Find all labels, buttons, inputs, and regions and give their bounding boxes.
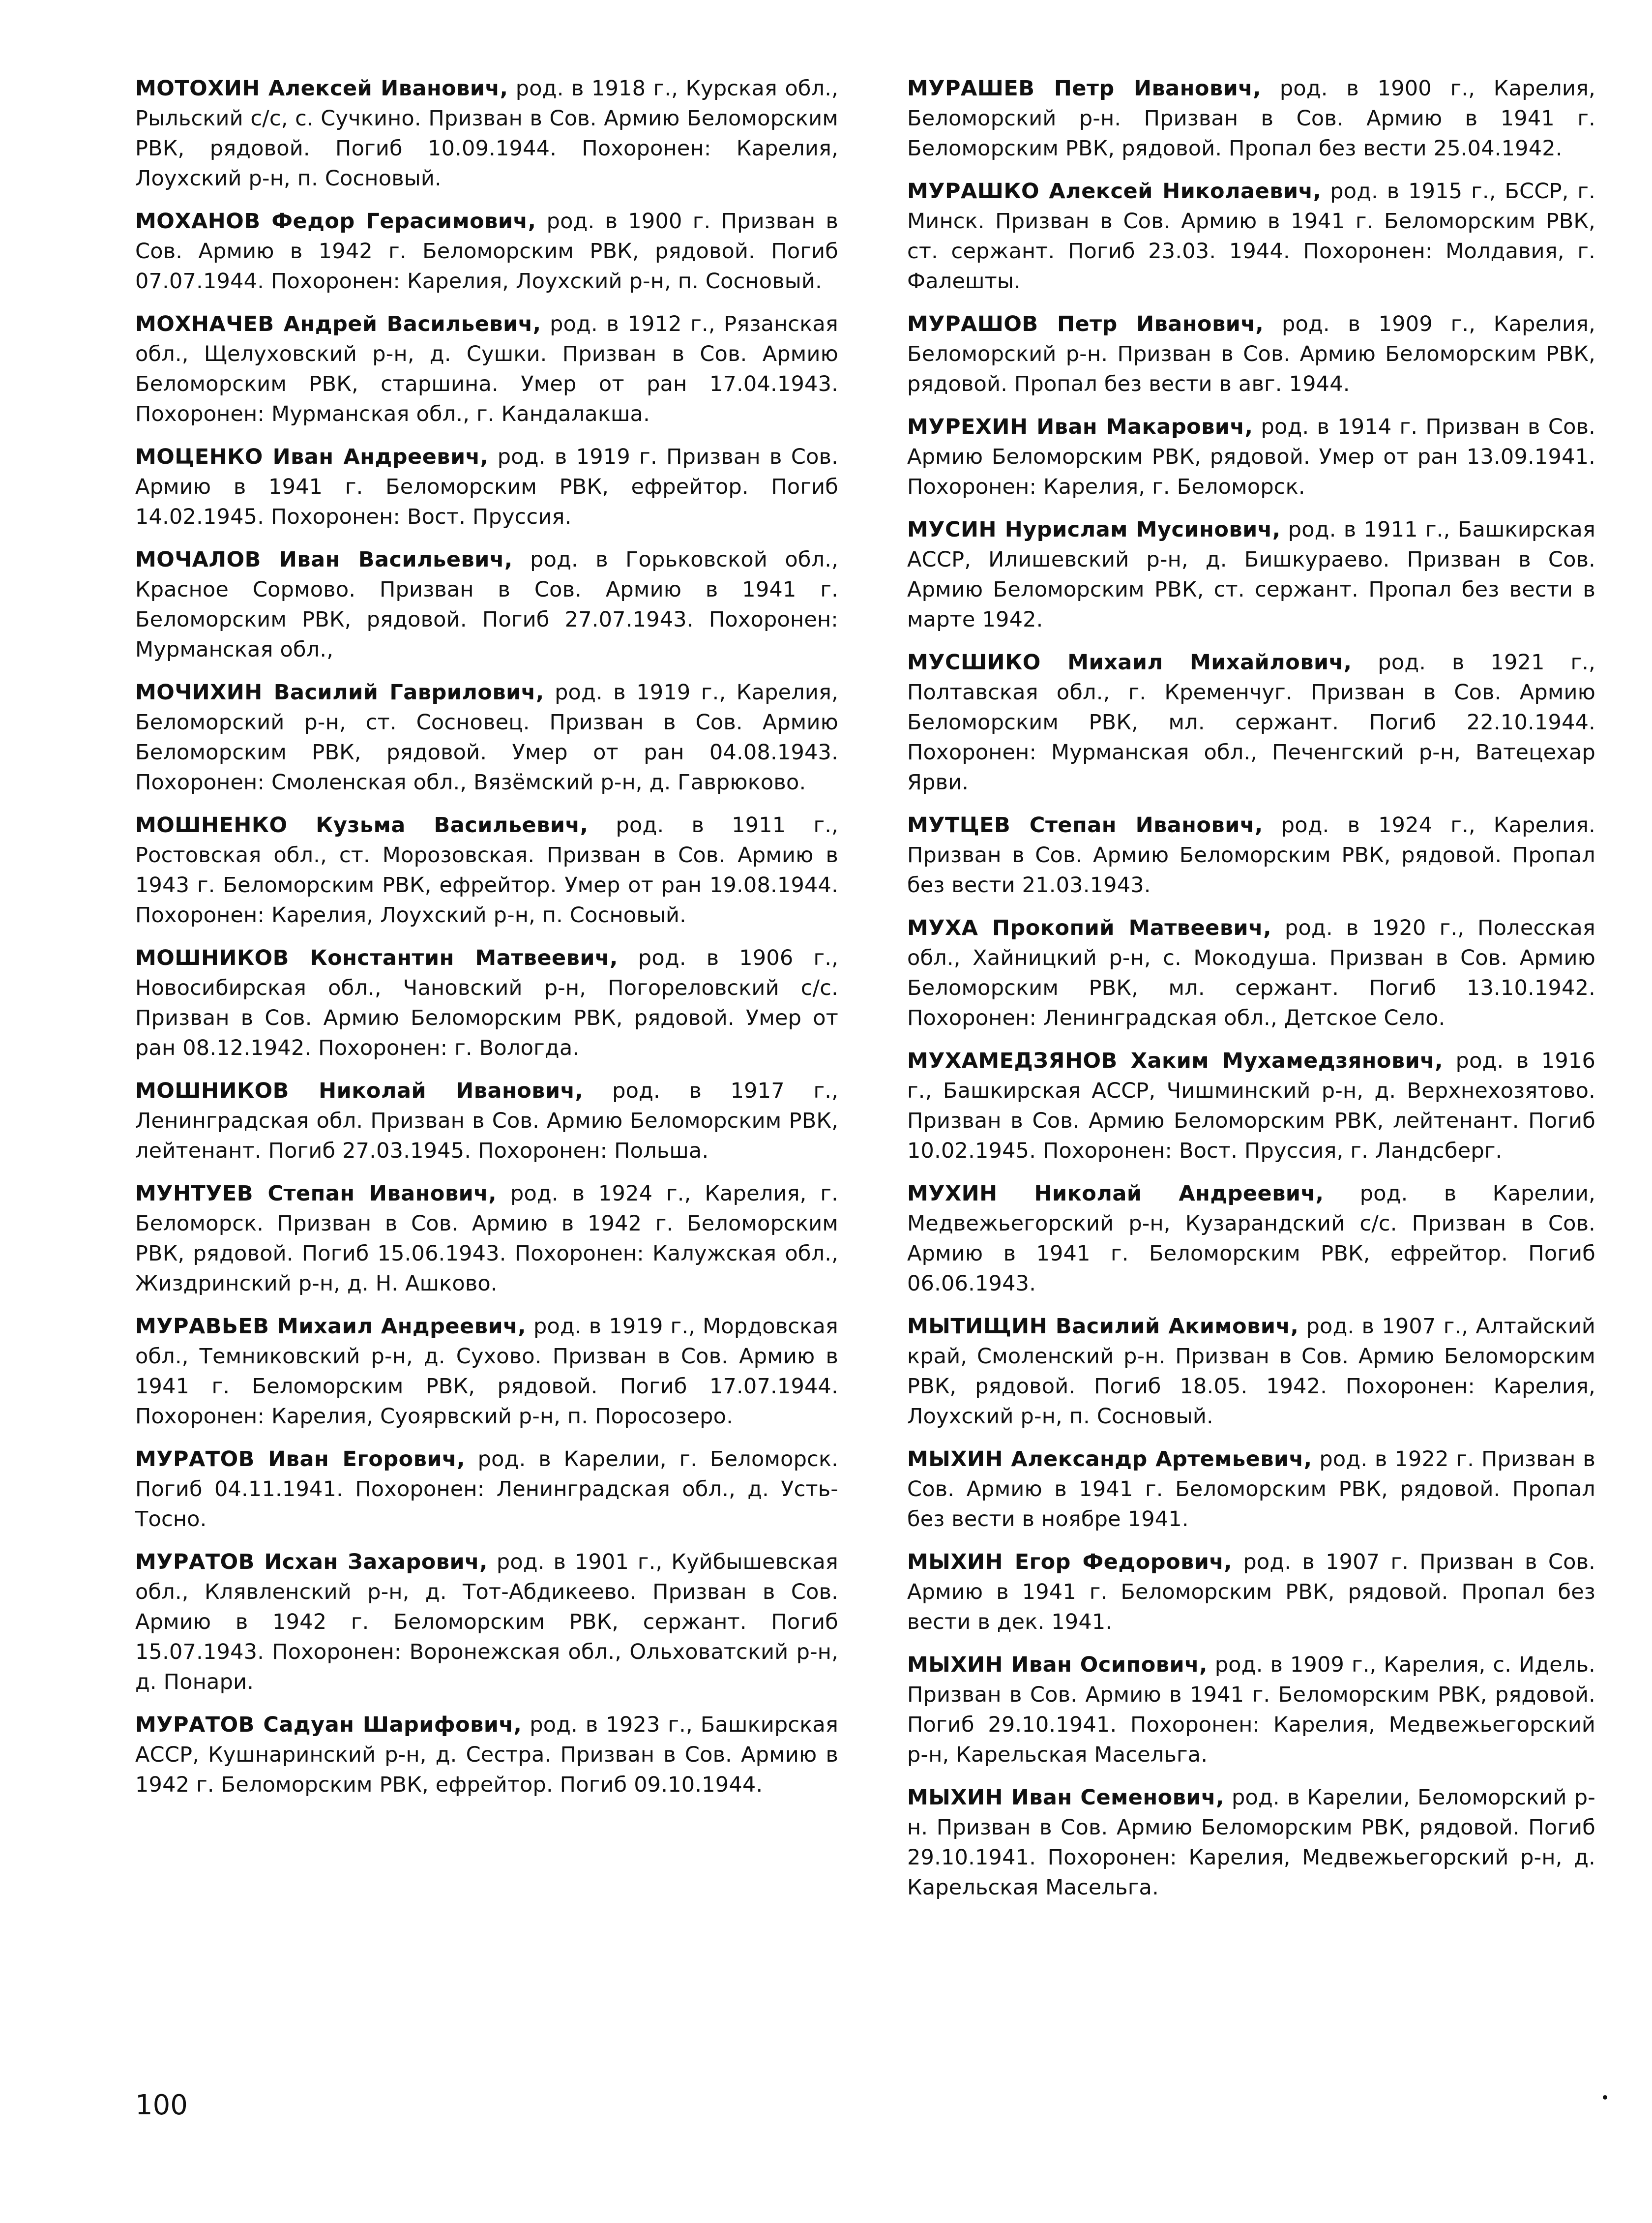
entry (907, 177, 1595, 297)
entry (907, 412, 1595, 502)
entry (135, 943, 838, 1063)
entry-name: МЫХИН Иван Осипович, (907, 1652, 1208, 1677)
entry-name: МЫХИН Александр Артемьевич, (907, 1447, 1312, 1472)
entry-name: МОЧИХИН Василий Гаврилович, (135, 680, 544, 705)
page-number: 100 (135, 2089, 188, 2121)
entry-text: род. в 1918 г., Курская обл., Рыльский с/с, с. Сучкино. Призван в Сов. Армию Беломорским РВК, рядовой. Погиб 10.09.1944. Похоронен: Карелия, Лоухский р-н, п. Сосновый. (135, 76, 838, 191)
entry (907, 648, 1595, 798)
entry-name: МЫХИН Егор Федорович, (907, 1550, 1233, 1574)
entry (907, 1179, 1595, 1299)
entry-text: род. в 1901 г., Куйбышевская обл., Клявленский р-н, д. Тот-Абдикеево. Призван в Сов. Армию в 1942 г. Беломорским РВК, сержант. Погиб 15.07.1943. Похоронен: Воронежская обл., Ольховатский р-н, д. Понари. (135, 1550, 838, 1694)
entry-name: МОХНАЧЕВ Андрей Васильевич, (135, 312, 541, 336)
entry-text: род. в 1906 г., Новосибирская обл., Чановский р-н, Погореловский с/с. Призван в Сов. Армию Беломорским РВК, рядовой. Умер от ран 08.12.1942. Похоронен: г. Вологда. (135, 946, 838, 1060)
entry-text: род. в 1916 г., Башкирская АССР, Чишминский р-н, д. Верхнехозятово. Призван в Сов. Армию Беломорским РВК, лейтенант. Погиб 10.02.1945. Похоронен: Вост. Пруссия, г. Ландсберг. (907, 1049, 1595, 1163)
entry (135, 74, 838, 194)
entry-name: МУНТУЕВ Степан Иванович, (135, 1181, 497, 1206)
entry-text: род. в 1911 г., Ростовская обл., ст. Морозовская. Призван в Сов. Армию в 1943 г. Беломорским РВК, ефрейтор. Умер от ран 19.08.1944. Похоронен: Карелия, Лоухский р-н, п. Сосновый. (135, 813, 838, 928)
entry-text: род. в 1914 г. Призван в Сов. Армию Беломорским РВК, рядовой. Умер от ран 13.09.1941. Похоронен: Карелия, г. Беломорск. (907, 415, 1595, 499)
entry-name: МУРАТОВ Исхан Захарович, (135, 1550, 488, 1574)
entry-name: МОШНЕНКО Кузьма Васильевич, (135, 813, 589, 838)
entry (907, 1444, 1595, 1534)
entry (135, 678, 838, 798)
entry-name: МУРАШОВ Петр Иванович, (907, 312, 1264, 336)
entry (907, 913, 1595, 1033)
entry-text: род. в 1919 г., Карелия, Беломорский р-н, ст. Сосновец. Призван в Сов. Армию Беломорским РВК, рядовой. Умер от ран 04.08.1943. Похоронен: Смоленская обл., Вязёмский р-н, д. Гаврюково. (135, 680, 838, 795)
entry-name: МУСШИКО Михаил Михайлович, (907, 650, 1352, 675)
entry-text: род. в 1919 г., Мордовская обл., Темниковский р-н, д. Сухово. Призван в Сов. Армию в 1941 г. Беломорским РВК, рядовой. Погиб 17.07.1944. Похоронен: Карелия, Суоярвский р-н, п. Поросозеро. (135, 1314, 838, 1429)
entry-text: род. в 1917 г., Ленинградская обл. Призван в Сов. Армию Беломорским РВК, лейтенант. Погиб 27.03.1945. Похоронен: Польша. (135, 1079, 838, 1163)
left-column (135, 74, 838, 1813)
entry-text: род. в 1900 г. Призван в Сов. Армию в 1942 г. Беломорским РВК, рядовой. Погиб 07.07.1944. Похоронен: Карелия, Лоухский р-н, п. Сосновый. (135, 209, 838, 294)
entry-text: род. в 1909 г., Карелия, Беломорский р-н. Призван в Сов. Армию Беломорским РВК, рядовой. Пропал без вести в авг. 1944. (907, 312, 1595, 396)
entry-text: род. в 1920 г., Полесская обл., Хайницкий р-н, с. Мокодуша. Призван в Сов. Армию Беломорским РВК, мл. сержант. Погиб 13.10.1942. Похоронен: Ленинградская обл., Детское Село. (907, 916, 1595, 1030)
entry (907, 1783, 1595, 1903)
entry-text: род. в 1919 г. Призван в Сов. Армию в 1941 г. Беломорским РВК, ефрейтор. Погиб 14.02.1945. Похоронен: Вост. Пруссия. (135, 445, 838, 529)
entry (907, 515, 1595, 635)
entry-name: МУХИН Николай Андреевич, (907, 1181, 1324, 1206)
entry (135, 442, 838, 532)
entry-text: род. в 1909 г., Карелия, с. Идель. Призван в Сов. Армию в 1941 г. Беломорским РВК, рядовой. Погиб 29.10.1941. Похоронен: Карелия, Медвежьегорский р-н, Карельская Масельга. (907, 1652, 1595, 1767)
entry (135, 545, 838, 665)
entry (135, 811, 838, 931)
entry-text: род. в 1921 г., Полтавская обл., г. Кременчуг. Призван в Сов. Армию Беломорским РВК, мл. сержант. Погиб 22.10.1944. Похоронен: Мурманская обл., Печенгский р-н, Ватецехар Ярви. (907, 650, 1595, 795)
entry (907, 1312, 1595, 1432)
entry-name: МУСИН Нурислам Мусинович, (907, 517, 1281, 542)
entry (907, 74, 1595, 164)
entry (135, 1312, 838, 1432)
entry-name: МОШНИКОВ Николай Иванович, (135, 1079, 584, 1103)
entry-text: род. в 1924 г., Карелия. Призван в Сов. Армию Беломорским РВК, рядовой. Пропал без вести 21.03.1943. (907, 813, 1596, 898)
entry-name: МУРЕХИН Иван Макарович, (907, 415, 1253, 439)
entry-name: МУРАТОВ Садуан Шарифович, (135, 1712, 522, 1737)
entry-text: род. в 1907 г. Призван в Сов. Армию в 1941 г. Беломорским РВК, рядовой. Пропал без вести в дек. 1941. (907, 1550, 1595, 1634)
entry (135, 1179, 838, 1299)
entry (135, 1444, 838, 1534)
entry-text: род. в Карелии, г. Беломорск. Погиб 04.11.1941. Похоронен: Ленинградская обл., д. Усть-Тосно. (135, 1447, 838, 1532)
entry (135, 1710, 838, 1800)
entry (135, 207, 838, 297)
entry-text: род. в Горьковской обл., Красное Сормово. Призван в Сов. Армию в 1941 г. Беломорским РВК, рядовой. Погиб 27.07.1943. Похоронен: Мурманская обл., (135, 547, 839, 662)
entry-text: род. в 1907 г., Алтайский край, Смоленский р-н. Призван в Сов. Армию Беломорским РВК, рядовой. Погиб 18.05. 1942. Похоронен: Карелия, Лоухский р-н, п. Сосновый. (907, 1314, 1595, 1429)
right-column (907, 74, 1595, 1916)
entry-name: МОШНИКОВ Константин Матвеевич, (135, 946, 618, 970)
entry-text: род. в 1900 г., Карелия, Беломорский р-н. Призван в Сов. Армию в 1941 г. Беломорским РВК, рядовой. Пропал без вести 25.04.1942. (907, 76, 1596, 161)
entry-text: род. в 1922 г. Призван в Сов. Армию в 1941 г. Беломорским РВК, рядовой. Пропал без вести в ноябре 1941. (907, 1447, 1595, 1532)
entry (907, 1650, 1595, 1770)
entry-name: МОХАНОВ Федор Герасимович, (135, 209, 536, 234)
entry-name: МУРАТОВ Иван Егорович, (135, 1447, 465, 1472)
entry-name: МОТОХИН Алексей Иванович, (135, 76, 508, 101)
entry-text: род. в 1912 г., Рязанская обл., Щелуховский р-н, д. Сушки. Призван в Сов. Армию Беломорским РВК, старшина. Умер от ран 17.04.1943. Похоронен: Мурманская обл., г. Кандалакша. (135, 312, 838, 426)
entry-text: род. в Карелии, Медвежьегорский р-н, Кузарандский с/с. Призван в Сов. Армию в 1941 г. Беломорским РВК, ефрейтор. Погиб 06.06.1943. (907, 1181, 1595, 1296)
entry-text: род. в 1915 г., БССР, г. Минск. Призван в Сов. Армию в 1941 г. Беломорским РВК, ст. сержант. Погиб 23.03. 1944. Похоронен: Молдавия, г. Фалешты. (907, 179, 1595, 294)
entry (907, 1046, 1595, 1166)
entry-name: МУРАВЬЕВ Михаил Андреевич, (135, 1314, 526, 1339)
entry-name: МОЦЕНКО Иван Андреевич, (135, 445, 489, 469)
entry-name: МУРАШКО Алексей Николаевич, (907, 179, 1322, 204)
entry-name: МУТЦЕВ Степан Иванович, (907, 813, 1263, 838)
entry-name: МУХА Прокопий Матвеевич, (907, 916, 1272, 940)
entry (907, 1547, 1595, 1637)
entry (135, 309, 838, 429)
print-speck (1603, 2095, 1607, 2100)
entry-name: МУРАШЕВ Петр Иванович, (907, 76, 1262, 101)
entry (907, 309, 1595, 399)
entry-text: род. в Карелии, Беломорский р-н. Призван в Сов. Армию Беломорским РВК, рядовой. Погиб 29.10.1941. Похоронен: Карелия, Медвежьегорский р-н, д. Карельская Масельга. (907, 1785, 1595, 1900)
entry-text: род. в 1911 г., Башкирская АССР, Илишевский р-н, д. Бишкураево. Призван в Сов. Армию Беломорским РВК, ст. сержант. Пропал без вести в марте 1942. (907, 517, 1596, 632)
entry-text: род. в 1923 г., Башкирская АССР, Кушнаринский р-н, д. Сестра. Призван в Сов. Армию в 1942 г. Беломорским РВК, ефрейтор. Погиб 09.10.1944. (135, 1712, 839, 1797)
entry-name: МУХАМЕДЗЯНОВ Хаким Мухамедзянович, (907, 1049, 1444, 1073)
entry-text: род. в 1924 г., Карелия, г. Беломорск. Призван в Сов. Армию в 1942 г. Беломорским РВК, рядовой. Погиб 15.06.1943. Похоронен: Калужская обл., Жиздринский р-н, д. Н. Ашково. (135, 1181, 838, 1296)
entry-name: МЫХИН Иван Семенович, (907, 1785, 1224, 1810)
entry (135, 1547, 838, 1697)
entry-name: МОЧАЛОВ Иван Васильевич, (135, 547, 513, 572)
entry (135, 1076, 838, 1166)
entry-name: МЫТИЩИН Василий Акимович, (907, 1314, 1299, 1339)
entry (907, 811, 1595, 901)
